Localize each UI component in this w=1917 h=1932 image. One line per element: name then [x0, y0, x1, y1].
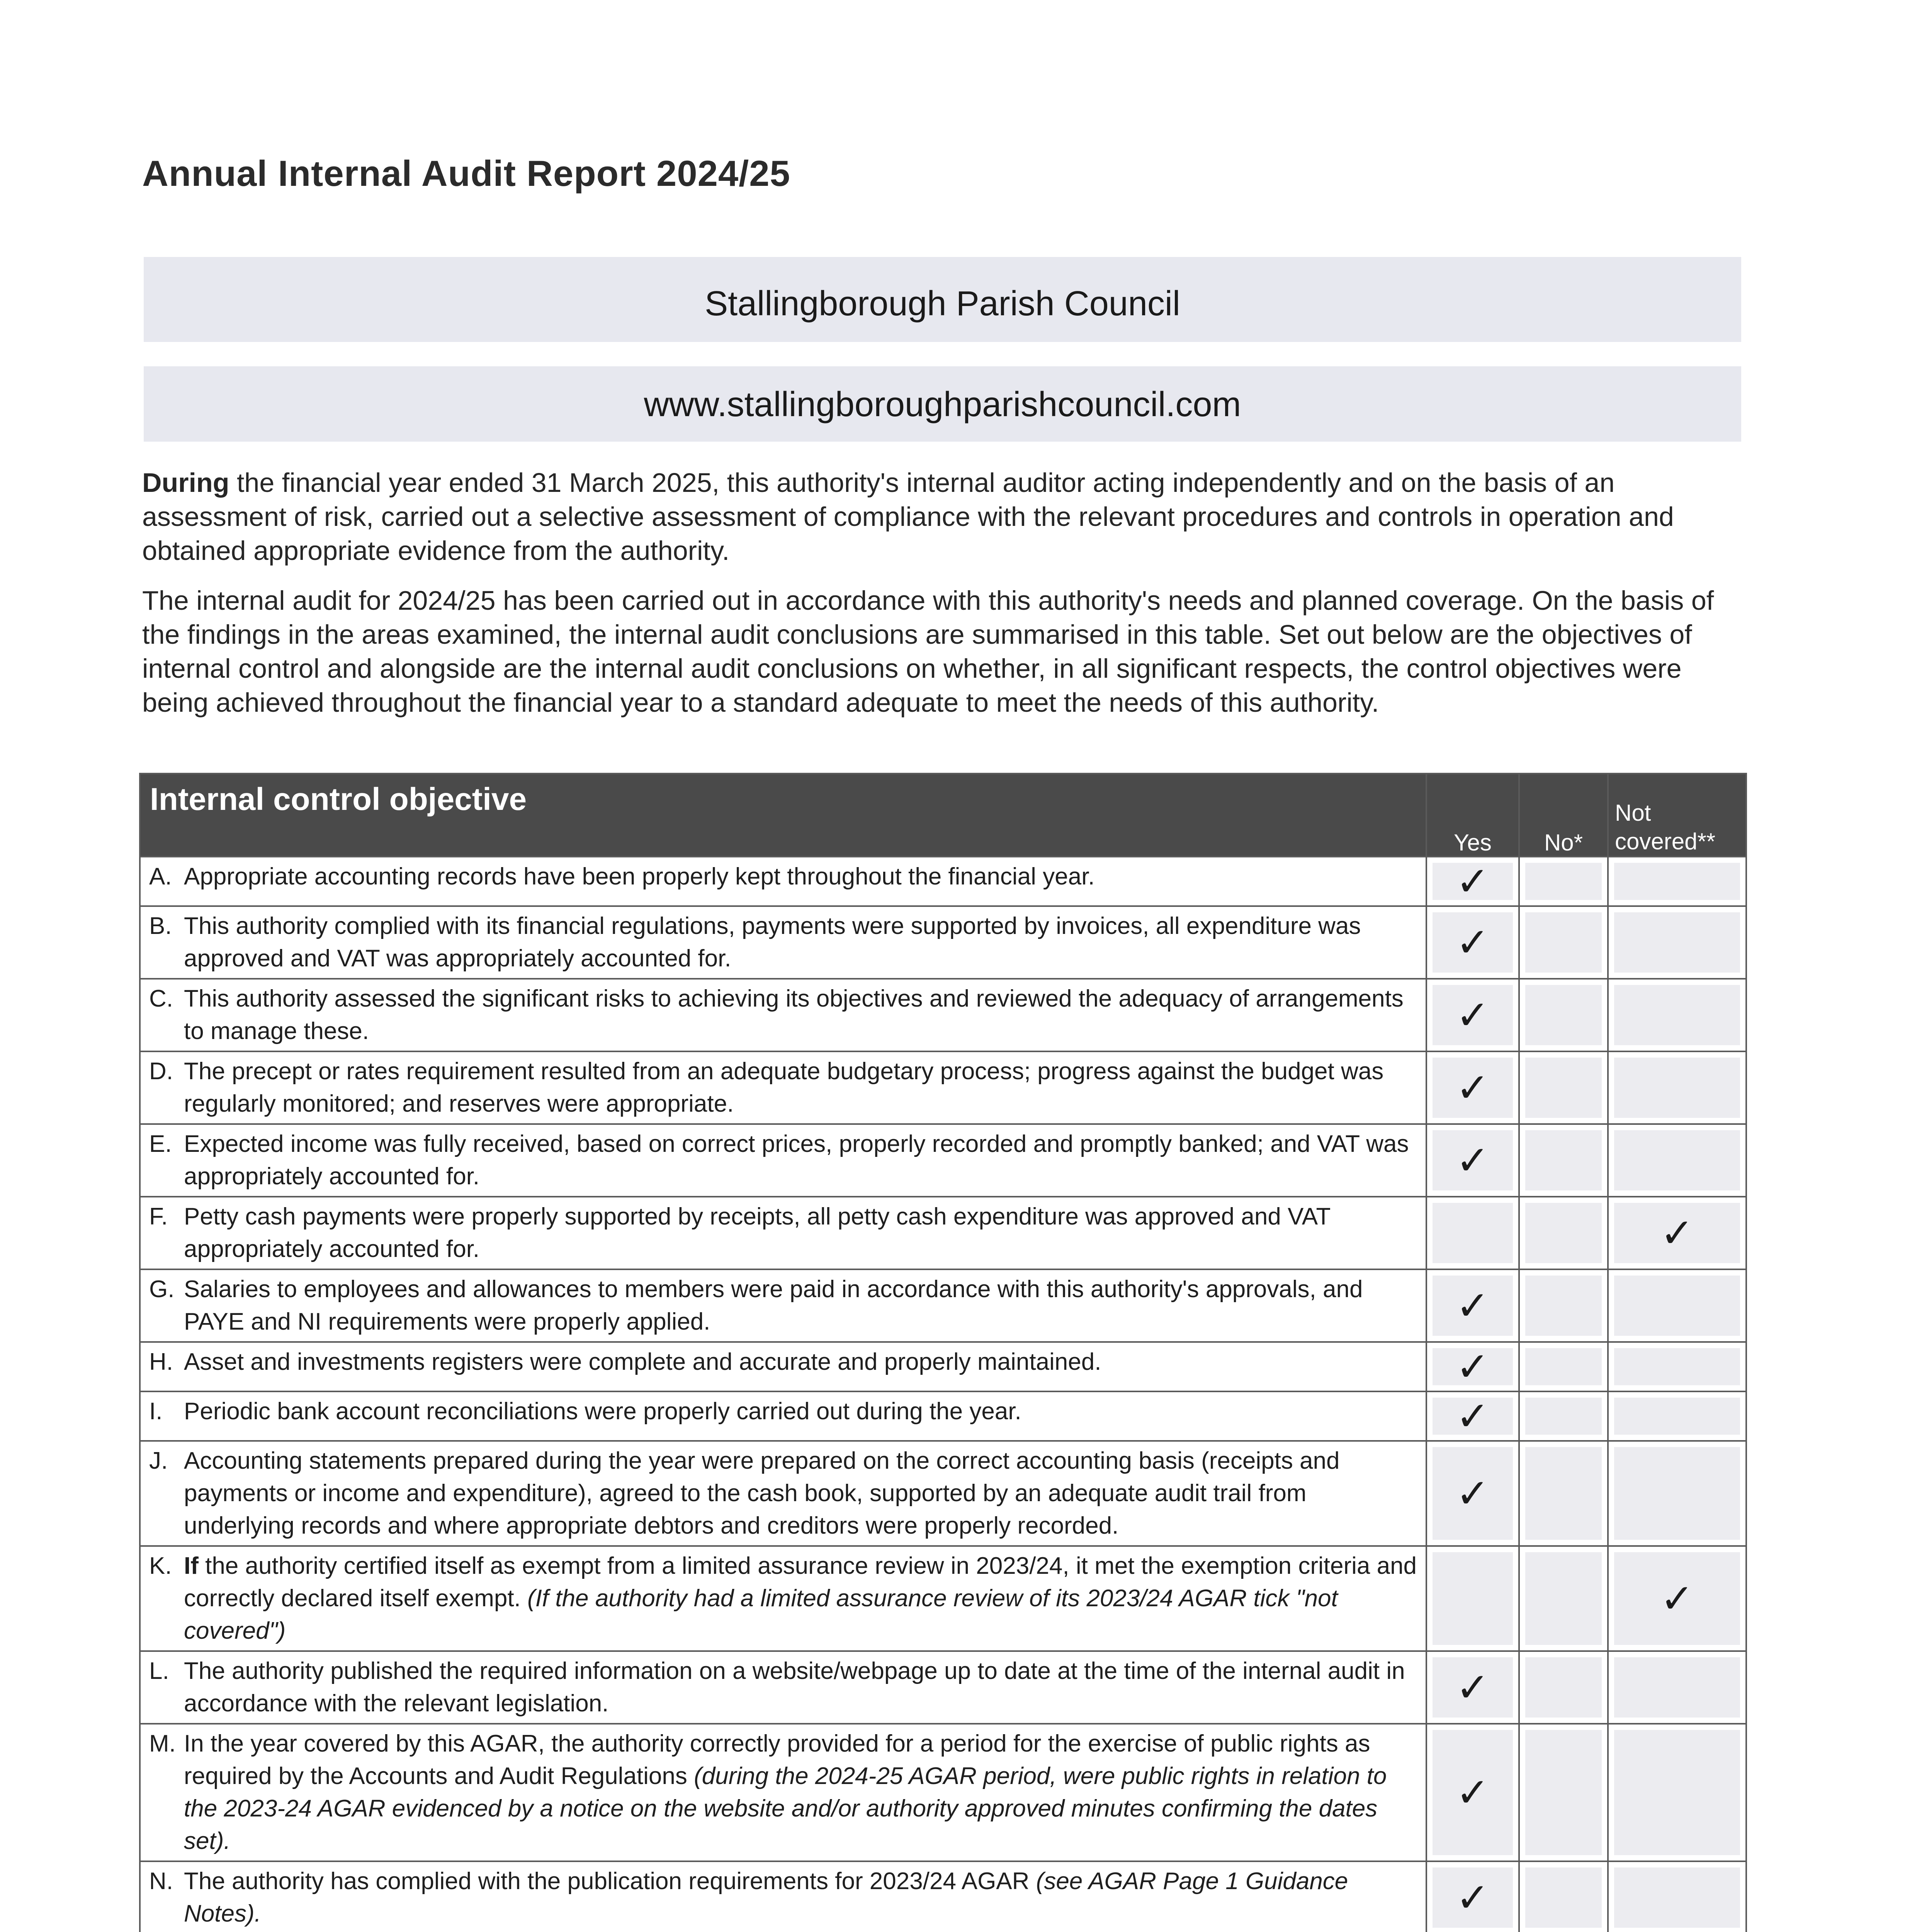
table-row: [140, 1051, 1746, 1124]
tick-mark: ✓: [1456, 859, 1490, 904]
no-checkbox[interactable]: [1519, 1861, 1608, 1932]
row-letter: D.: [149, 1058, 173, 1085]
no-checkbox[interactable]: [1519, 1051, 1608, 1124]
row-letter: N.: [149, 1868, 173, 1895]
table-row: [140, 906, 1746, 979]
table-row: [140, 1342, 1746, 1391]
not-covered-header-line-2: covered**: [1615, 828, 1716, 854]
row-bold-lead: If: [184, 1553, 199, 1579]
no-checkbox[interactable]: [1519, 906, 1608, 979]
objective-cell: [140, 1441, 1426, 1546]
yes-checkbox[interactable]: [1426, 1651, 1519, 1724]
not-covered-checkbox[interactable]: [1608, 1441, 1746, 1546]
not-covered-checkbox[interactable]: [1608, 1651, 1746, 1724]
not-covered-checkbox[interactable]: [1608, 1197, 1746, 1269]
row-text: The precept or rates requirement resulted from an adequate budgetary process; progress against the budget was regularly monitored; and reserves were appropriate.: [184, 1058, 1384, 1117]
table-row: [140, 1546, 1746, 1651]
row-letter: J.: [149, 1447, 168, 1474]
row-text: Accounting statements prepared during the year were prepared on the correct accounting basis (receipts and payments or income and expenditure), agreed to the cash book, supported by an adequate audit trail from underlying records and where appropriate debtors and creditors were properly recorded.: [184, 1447, 1340, 1539]
objective-cell: [140, 1197, 1426, 1269]
row-letter: G.: [149, 1276, 175, 1303]
row-letter: C.: [149, 985, 173, 1012]
row-text: Petty cash payments were properly supported by receipts, all petty cash expenditure was approved and VAT appropriately accounted for.: [184, 1203, 1331, 1262]
row-letter: A.: [149, 863, 172, 890]
row-text: The authority has complied with the publication requirements for 2023/24 AGAR: [184, 1868, 1036, 1895]
tick-mark: ✓: [1456, 1394, 1490, 1439]
objective-cell: [140, 1651, 1426, 1724]
authority-name-field: [144, 257, 1741, 342]
row-text: This authority complied with its financial regulations, payments were supported by invoices, all expenditure was approved and VAT was appropriately accounted for.: [184, 913, 1361, 972]
row-letter: K.: [149, 1553, 172, 1579]
table-row: [140, 1269, 1746, 1342]
yes-checkbox[interactable]: [1426, 857, 1519, 906]
not-covered-checkbox[interactable]: [1608, 1124, 1746, 1197]
control-objectives-table: [139, 773, 1747, 1932]
table-row: [140, 1197, 1746, 1269]
table-row: [140, 1861, 1746, 1932]
yes-checkbox[interactable]: [1426, 1342, 1519, 1391]
tick-mark: ✓: [1456, 920, 1490, 965]
tick-mark: ✓: [1456, 993, 1490, 1038]
not-covered-checkbox[interactable]: [1608, 906, 1746, 979]
row-text: Salaries to employees and allowances to members were paid in accordance with this authority's approvals, and PAYE and NI requirements were properly applied.: [184, 1276, 1363, 1335]
no-checkbox[interactable]: [1519, 1269, 1608, 1342]
row-italic-note: (during the 2024-25 AGAR period, were public rights in relation to the 2023-24 AGAR evidenced by a notice on the website and/or authority approved minutes confirming the dates set).: [184, 1763, 1387, 1854]
yes-checkbox[interactable]: [1426, 1051, 1519, 1124]
no-column-header: No*: [1519, 774, 1608, 857]
tick-mark: ✓: [1456, 1138, 1490, 1183]
yes-checkbox[interactable]: [1426, 979, 1519, 1051]
row-letter: L.: [149, 1658, 169, 1684]
objective-column-header: Internal control objective: [140, 774, 1426, 857]
no-checkbox[interactable]: [1519, 1724, 1608, 1861]
no-checkbox[interactable]: [1519, 1391, 1608, 1441]
row-italic-note: (see AGAR Page 1 Guidance Notes).: [184, 1868, 1348, 1927]
table-row: [140, 857, 1746, 906]
no-checkbox[interactable]: [1519, 1342, 1608, 1391]
tick-mark: ✓: [1456, 1665, 1490, 1710]
objective-cell: [140, 1724, 1426, 1861]
tick-mark: ✓: [1456, 1066, 1490, 1111]
table-row: [140, 1724, 1746, 1861]
row-letter: B.: [149, 913, 172, 939]
tick-mark: ✓: [1660, 1577, 1694, 1621]
objective-cell: [140, 1861, 1426, 1932]
not-covered-checkbox[interactable]: [1608, 1051, 1746, 1124]
tick-mark: ✓: [1456, 1345, 1490, 1389]
objective-cell: [140, 906, 1426, 979]
objective-cell: [140, 1124, 1426, 1197]
objective-cell: [140, 1342, 1426, 1391]
page-title: Annual Internal Audit Report 2024/25: [142, 153, 790, 194]
row-letter: M.: [149, 1730, 176, 1757]
not-covered-checkbox[interactable]: [1608, 1269, 1746, 1342]
table-row: [140, 979, 1746, 1051]
row-text: In the year covered by this AGAR, the authority correctly provided for a period for the exercise of public rights as required by the Accounts and Audit Regulations: [184, 1730, 1370, 1789]
not-covered-header-line-1: Not: [1615, 800, 1651, 826]
not-covered-column-header: [1608, 774, 1746, 857]
objective-cell: [140, 1391, 1426, 1441]
no-checkbox[interactable]: [1519, 1124, 1608, 1197]
no-checkbox[interactable]: [1519, 1651, 1608, 1724]
row-letter: E.: [149, 1131, 172, 1157]
intro-lead-word: During: [142, 468, 229, 498]
objective-cell: [140, 1051, 1426, 1124]
yes-column-header: Yes: [1426, 774, 1519, 857]
not-covered-checkbox[interactable]: [1608, 1342, 1746, 1391]
objective-cell: [140, 1546, 1426, 1651]
row-text: The authority published the required information on a website/webpage up to date at the time of the internal audit in accordance with the relevant legislation.: [184, 1658, 1405, 1717]
tick-mark: ✓: [1456, 1770, 1490, 1815]
yes-checkbox[interactable]: [1426, 1269, 1519, 1342]
yes-checkbox[interactable]: [1426, 1861, 1519, 1932]
table-row: [140, 1391, 1746, 1441]
intro-paragraph-2: The internal audit for 2024/25 has been carried out in accordance with this authority's needs and planned coverage. On the basis of the findings in the areas examined, the internal audit conclusions are summarised in this table. Set out below are the objectives of internal control and alongside are the internal audit conclusions on whether, in all significant respects, the control objectives were being achieved throughout the financial year to a standard adequate to meet the needs of this authority.: [142, 585, 1714, 718]
row-text: Asset and investments registers were complete and accurate and properly maintained.: [184, 1349, 1101, 1375]
intro-paragraph-1: [142, 466, 1742, 568]
no-checkbox[interactable]: [1519, 1441, 1608, 1546]
row-text: the authority certified itself as exempt from a limited assurance review in 2023/24, it met the exemption criteria and correctly declared itself exempt.: [184, 1553, 1417, 1612]
row-text: Periodic bank account reconciliations were properly carried out during the year.: [184, 1398, 1021, 1425]
table-row: [140, 1124, 1746, 1197]
website-field: [144, 366, 1741, 442]
authority-name: Stallingborough Parish Council: [705, 284, 1180, 323]
not-covered-checkbox[interactable]: [1608, 1861, 1746, 1932]
website: www.stallingboroughparishcouncil.com: [644, 385, 1241, 424]
table-row: [140, 1651, 1746, 1724]
not-covered-checkbox[interactable]: [1608, 1724, 1746, 1861]
yes-checkbox[interactable]: [1426, 1724, 1519, 1861]
row-italic-note: (If the authority had a limited assurance review of its 2023/24 AGAR tick "not covered"): [184, 1585, 1338, 1644]
not-covered-checkbox[interactable]: [1608, 1391, 1746, 1441]
row-letter: I.: [149, 1398, 163, 1425]
table-row: [140, 1441, 1746, 1546]
row-letter: F.: [149, 1203, 168, 1230]
tick-mark: ✓: [1456, 1471, 1490, 1516]
row-text: Expected income was fully received, based on correct prices, properly recorded and promptly banked; and VAT was appropriately accounted for.: [184, 1131, 1409, 1190]
yes-checkbox[interactable]: [1426, 1124, 1519, 1197]
tick-mark: ✓: [1456, 1284, 1490, 1328]
no-checkbox[interactable]: [1519, 1546, 1608, 1651]
intro-paragraph-1-text: the financial year ended 31 March 2025, this authority's internal auditor acting independently and on the basis of an assessment of risk, carried out a selective assessment of compliance with the relevant procedures and controls in operation and obtained appropriate evidence from the authority.: [142, 468, 1674, 566]
no-checkbox[interactable]: [1519, 979, 1608, 1051]
not-covered-checkbox[interactable]: [1608, 1546, 1746, 1651]
yes-checkbox[interactable]: [1426, 1441, 1519, 1546]
row-text: This authority assessed the significant risks to achieving its objectives and reviewed the adequacy of arrangements to manage these.: [184, 985, 1404, 1044]
objective-cell: [140, 857, 1426, 906]
yes-checkbox[interactable]: [1426, 1546, 1519, 1651]
objective-cell: [140, 1269, 1426, 1342]
row-letter: H.: [149, 1349, 173, 1375]
no-checkbox[interactable]: [1519, 1197, 1608, 1269]
yes-checkbox[interactable]: [1426, 1197, 1519, 1269]
no-checkbox[interactable]: [1519, 857, 1608, 906]
objective-cell: [140, 979, 1426, 1051]
not-covered-checkbox[interactable]: [1608, 979, 1746, 1051]
not-covered-checkbox[interactable]: [1608, 857, 1746, 906]
tick-mark: ✓: [1660, 1211, 1694, 1256]
tick-mark: ✓: [1456, 1876, 1490, 1920]
table-header-row: [140, 774, 1746, 857]
row-text: Appropriate accounting records have been properly kept throughout the financial year.: [184, 863, 1095, 890]
yes-checkbox[interactable]: [1426, 1391, 1519, 1441]
yes-checkbox[interactable]: [1426, 906, 1519, 979]
